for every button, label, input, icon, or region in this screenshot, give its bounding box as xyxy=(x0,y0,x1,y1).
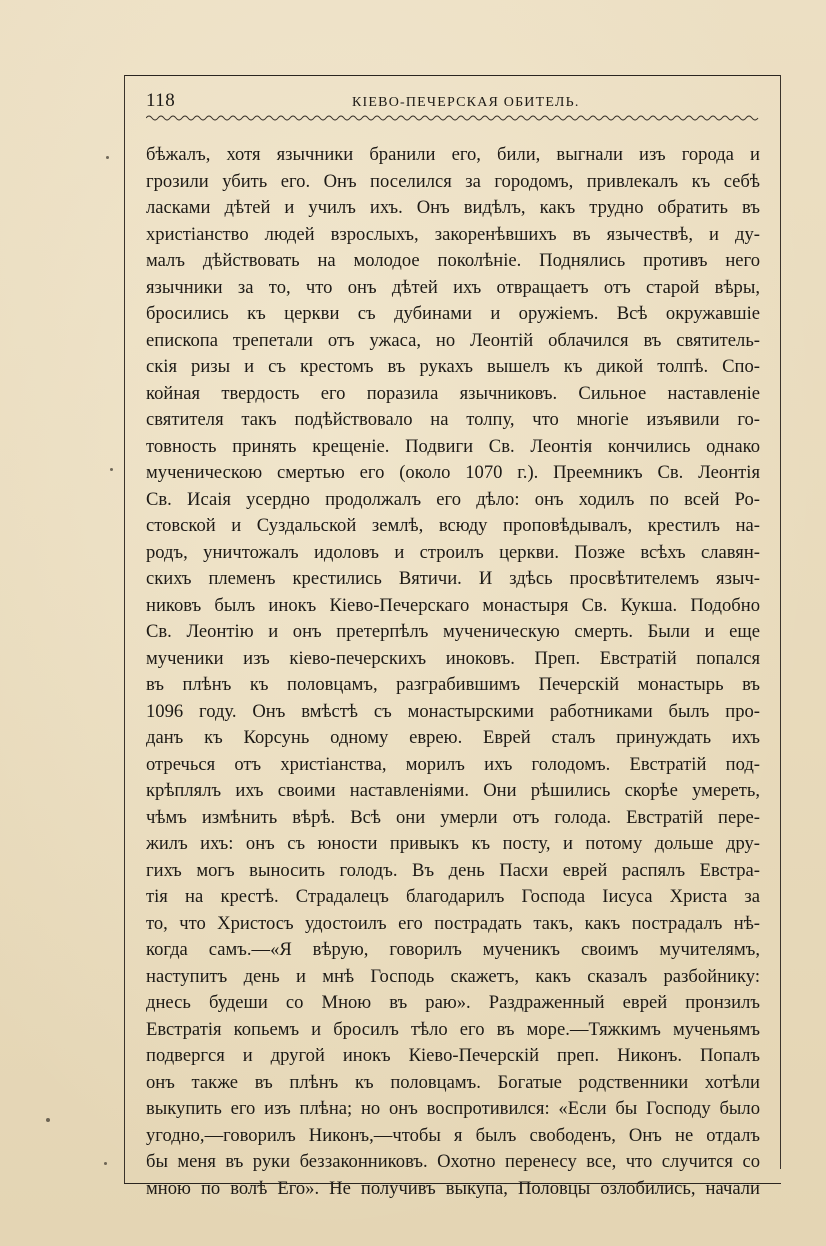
text-line: отречься отъ христіанства, морилъ ихъ голодомъ. Евстратій под- xyxy=(146,753,760,775)
text-line: тія на крестѣ. Страдалецъ благодарилъ Господа Іисуса Христа за xyxy=(146,886,760,907)
text-line: скія ризы и съ крестомъ въ рукахъ вышелъ къ дикой толпѣ. Спо- xyxy=(146,356,760,377)
header-ornament-rule xyxy=(146,114,760,122)
text-line: никовъ былъ инокъ Кіево-Печерскаго монастыря Св. Кукша. Подобно xyxy=(146,594,760,616)
text-line: мною по волѣ Его». Не получивъ выкупа, Половцы озлобились, начали xyxy=(146,1177,760,1199)
text-line: грозили убить его. Онъ поселился за городомъ, привлекалъ къ себѣ xyxy=(146,170,760,192)
text-line: когда самъ.—«Я вѣрую, говорилъ мученикъ своимъ мучителямъ, xyxy=(146,939,760,960)
text-line: въ плѣнъ къ половцамъ, разграбившимъ Печерскій монастырь въ xyxy=(146,674,760,695)
text-line: святителя такъ подѣйствовало на толпу, что многіе изъявили го- xyxy=(146,409,760,430)
text-line: то, что Христосъ удостоилъ его пострадать такъ, какъ пострадалъ нѣ- xyxy=(146,912,760,934)
print-speck xyxy=(46,1118,50,1122)
text-line: бѣжалъ, хотя язычники бранили его, били, выгнали изъ города и xyxy=(146,144,760,165)
text-line: ласками дѣтей и училъ ихъ. Онъ видѣлъ, какъ трудно обратить въ xyxy=(146,197,760,218)
print-speck xyxy=(106,156,109,159)
page-number: 118 xyxy=(146,90,176,111)
top-rule xyxy=(124,75,781,76)
text-line: Св. Леонтію и онъ претерпѣлъ мученическую смерть. Были и еще xyxy=(146,621,760,642)
body-text xyxy=(146,142,760,1202)
text-line: епископа трепетали отъ ужаса, но Леонтій облачился въ святитель- xyxy=(146,329,760,351)
text-line: 1096 году. Онъ вмѣстѣ съ монастырскими работниками былъ про- xyxy=(146,700,760,722)
running-title: КІЕВО-ПЕЧЕРСКАЯ ОБИТЕЛЬ. xyxy=(352,95,580,110)
text-line: наступитъ день и мнѣ Господь скажетъ, какъ сказалъ разбойнику: xyxy=(146,965,760,987)
text-line: гихъ могъ выносить голодъ. Въ день Пасхи еврей распялъ Евстра- xyxy=(146,859,760,881)
text-line: койная твердость его поразила язычниковъ. Сильное наставленіе xyxy=(146,382,760,404)
text-line: скихъ племенъ крестились Вятичи. И здѣсь просвѣтителемъ языч- xyxy=(146,568,760,589)
print-speck xyxy=(104,1162,107,1165)
text-line: бы меня въ руки беззаконниковъ. Охотно перенесу все, что случится со xyxy=(146,1151,760,1172)
text-line: Св. Исаія усердно продолжалъ его дѣло: онъ ходилъ по всей Ро- xyxy=(146,488,760,510)
text-line: онъ также въ плѣнъ къ половцамъ. Богатые родственники хотѣли xyxy=(146,1071,760,1093)
text-line: Евстратія копьемъ и бросилъ тѣло его въ море.—Тяжкимъ мученьямъ xyxy=(146,1018,760,1040)
print-speck xyxy=(110,468,113,471)
text-line: мученики изъ кіево-печерскихъ иноковъ. Преп. Евстратій попался xyxy=(146,647,760,669)
right-rule xyxy=(780,75,781,1169)
text-line: товность принять крещеніе. Подвиги Св. Леонтія кончились однако xyxy=(146,435,760,457)
text-line: угодно,—говорилъ Никонъ,—чтобы я былъ свободенъ, Онъ не отдалъ xyxy=(146,1124,760,1146)
left-rule xyxy=(124,75,125,1183)
text-line: выкупить его изъ плѣна; но онъ воспротивился: «Если бы Господу было xyxy=(146,1098,760,1119)
text-line: подвергся и другой инокъ Кіево-Печерскій преп. Никонъ. Попалъ xyxy=(146,1045,760,1066)
text-line: христіанство людей взрослыхъ, закоренѣвшихъ въ язычествѣ, и ду- xyxy=(146,223,760,245)
text-line: бросились къ церкви съ дубинами и оружіемъ. Всѣ окружавшіе xyxy=(146,303,760,324)
text-line: язычники за то, что онъ дѣтей ихъ отвращаетъ отъ старой вѣры, xyxy=(146,276,760,298)
text-line: крѣплялъ ихъ своими наставленіями. Они рѣшились скорѣе умереть, xyxy=(146,780,760,801)
text-line: днесь будеши со Мною въ раю». Раздраженный еврей пронзилъ xyxy=(146,992,760,1013)
page-header xyxy=(146,90,760,116)
text-line: стовской и Суздальской землѣ, всюду проповѣдывалъ, крестилъ на- xyxy=(146,515,760,536)
text-line: чѣмъ измѣнить вѣрѣ. Всѣ они умерли отъ голода. Евстратій пере- xyxy=(146,806,760,828)
text-line: малъ дѣйствовать на молодое поколѣніе. Поднялись противъ него xyxy=(146,250,760,271)
text-line: родъ, уничтожалъ идоловъ и строилъ церкви. Позже всѣхъ славян- xyxy=(146,541,760,563)
text-line: мученическою смертью его (около 1070 г.). Преемникъ Св. Леонтія xyxy=(146,462,760,483)
text-line: данъ къ Корсунь одному еврею. Еврей сталъ принуждать ихъ xyxy=(146,727,760,748)
text-line: жилъ ихъ: онъ съ юности привыкъ къ посту, и потому дольше дру- xyxy=(146,833,760,854)
